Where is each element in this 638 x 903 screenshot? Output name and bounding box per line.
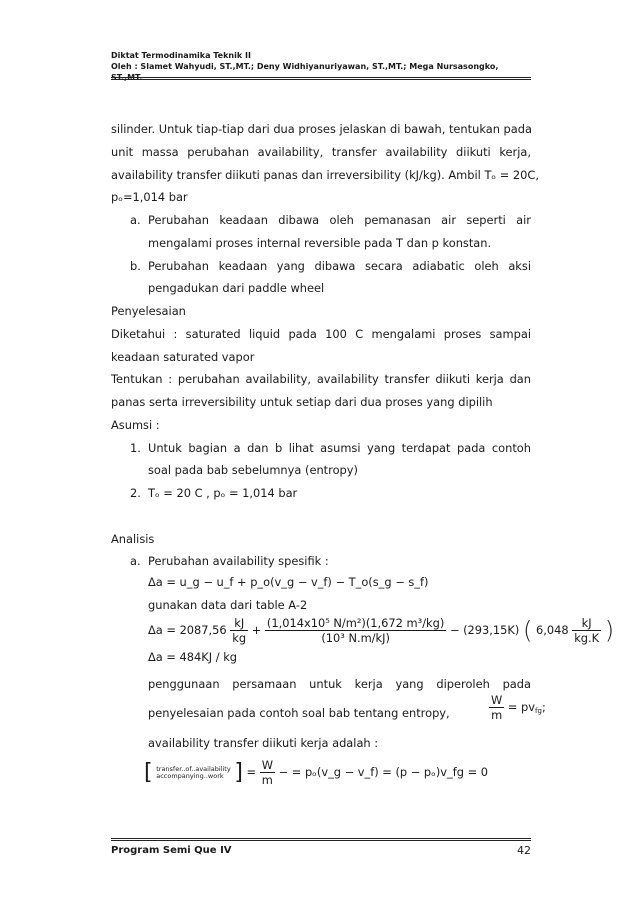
paragraph-line: Diketahui : saturated liquid pada 100 C mengalami proses sampai — [111, 327, 531, 341]
paragraph-line: penggunaan persamaan untuk kerja yang diperoleh pada — [148, 677, 531, 691]
footer-rule-2 — [111, 840, 531, 841]
equation-result: Δa = 484KJ / kg — [148, 650, 238, 664]
list-item-b: Perubahan keadaan yang dibawa secara adiabatic oleh aksi — [148, 259, 531, 273]
paragraph-line: penyelesaian pada contoh soal bab tentang entropy, — [148, 706, 450, 720]
fraction-w-m: $\frac{W}{m}$ — [491, 693, 503, 722]
paragraph-line: keadaan saturated vapor — [111, 350, 255, 364]
section-asumsi: Asumsi : — [111, 418, 160, 432]
paragraph-line: silinder. Untuk tiap-tiap dari dua proses jelaskan di bawah, tentukan pada — [111, 122, 532, 136]
list-item-2: Tₒ = 20 C , pₒ = 1,014 bar — [148, 486, 298, 500]
eq2-temperature: (293,15K) — [463, 623, 520, 637]
header-rule-2 — [111, 79, 531, 80]
list-label-b: b. — [130, 259, 141, 273]
paragraph-line: panas serta irreversibility untuk setiap dari dua proses yang dipilih — [111, 395, 493, 409]
page-number: 42 — [517, 844, 531, 857]
fraction-w-m-2: $\frac{W}{m}$ — [261, 758, 273, 787]
footer-program: Program Semi Que IV — [111, 845, 232, 856]
equation-availability: Δa = u_g − u_f + p_o(v_g − v_f) − T_o(s_g − s_f) — [148, 575, 429, 589]
paragraph-line: Tentukan : perubahan availability, availability transfer diikuti kerja dan — [111, 372, 531, 386]
paragraph-line: gunakan data dari table A-2 — [148, 598, 308, 612]
paragraph-line: availability transfer diikuti panas dan irreversibility (kJ/kg). Ambil Tₒ = 20C, — [111, 168, 539, 182]
equation-substitution: Δa = 2087,56 $\frac{kJ}{kg}$ + $\frac{\text{(1,014x10⁵ N/m²)(1,672 m³/kg)}}{\text{(10³ N.m/kJ)}}$ − (293,15K) ( 6,048 $\frac{kJ}{kg.K}$ ) — [148, 616, 615, 645]
fraction-kj-kg: $\frac{kJ}{kg}$ — [232, 616, 247, 645]
eq2-entropy: 6,048 — [535, 623, 569, 637]
equation-transfer-work: [ transfer..of..availability accompanying..work ] = $\frac{W}{m}$ − = pₒ(v_g − v_f) = (p − pₒ)v_fg = 0 — [144, 758, 489, 787]
list-label-1: 1. — [130, 441, 141, 455]
paragraph-line: unit massa perubahan availability, transfer availability diikuti kerja, — [111, 145, 531, 159]
paragraph-line: availability transfer diikuti kerja adalah : — [148, 736, 379, 750]
equation-work: $\frac{W}{m}$ = $pv_{fg}$; — [491, 693, 546, 722]
list-item-1: Untuk bagian a dan b lihat asumsi yang terdapat pada contoh — [148, 441, 531, 455]
transfer-label: transfer..of..availability accompanying..work — [156, 764, 231, 780]
header-rule — [111, 77, 531, 78]
eq2-value: 2087,56 — [179, 623, 227, 637]
section-penyelesaian: Penyelesaian — [111, 304, 186, 318]
fraction-kj-kgk: $\frac{kJ}{kg.K}$ — [574, 616, 600, 645]
list-item-a-cont: mengalami proses internal reversible pada T dan p konstan. — [148, 236, 492, 250]
header-authors: Oleh : Slamet Wahyudi, ST.,MT.; Deny Widhiyanuriyawan, ST.,MT.; Mega Nursasongko, ST.,MT. — [111, 62, 499, 82]
list-item-a: Perubahan keadaan dibawa oleh pemanasan air seperti air — [148, 213, 531, 227]
analysis-label-a: a. — [130, 554, 141, 568]
section-analisis: Analisis — [111, 532, 155, 546]
list-item-1-cont: soal pada bab sebelumnya (entropy) — [148, 463, 358, 477]
fraction-pv: $\frac{\text{(1,014x10⁵ N/m²)(1,672 m³/kg)}}{\text{(10³ N.m/kJ)}}$ — [266, 616, 445, 645]
header-title: Diktat Termodinamika Teknik II — [111, 51, 251, 60]
list-item-b-cont: pengadukan dari paddle wheel — [148, 281, 325, 295]
list-label-a: a. — [130, 213, 141, 227]
footer-rule — [111, 838, 531, 839]
paragraph-line: pₒ=1,014 bar — [111, 190, 188, 204]
analysis-item-a: Perubahan availability spesifik : — [148, 554, 329, 568]
list-label-2: 2. — [130, 486, 141, 500]
